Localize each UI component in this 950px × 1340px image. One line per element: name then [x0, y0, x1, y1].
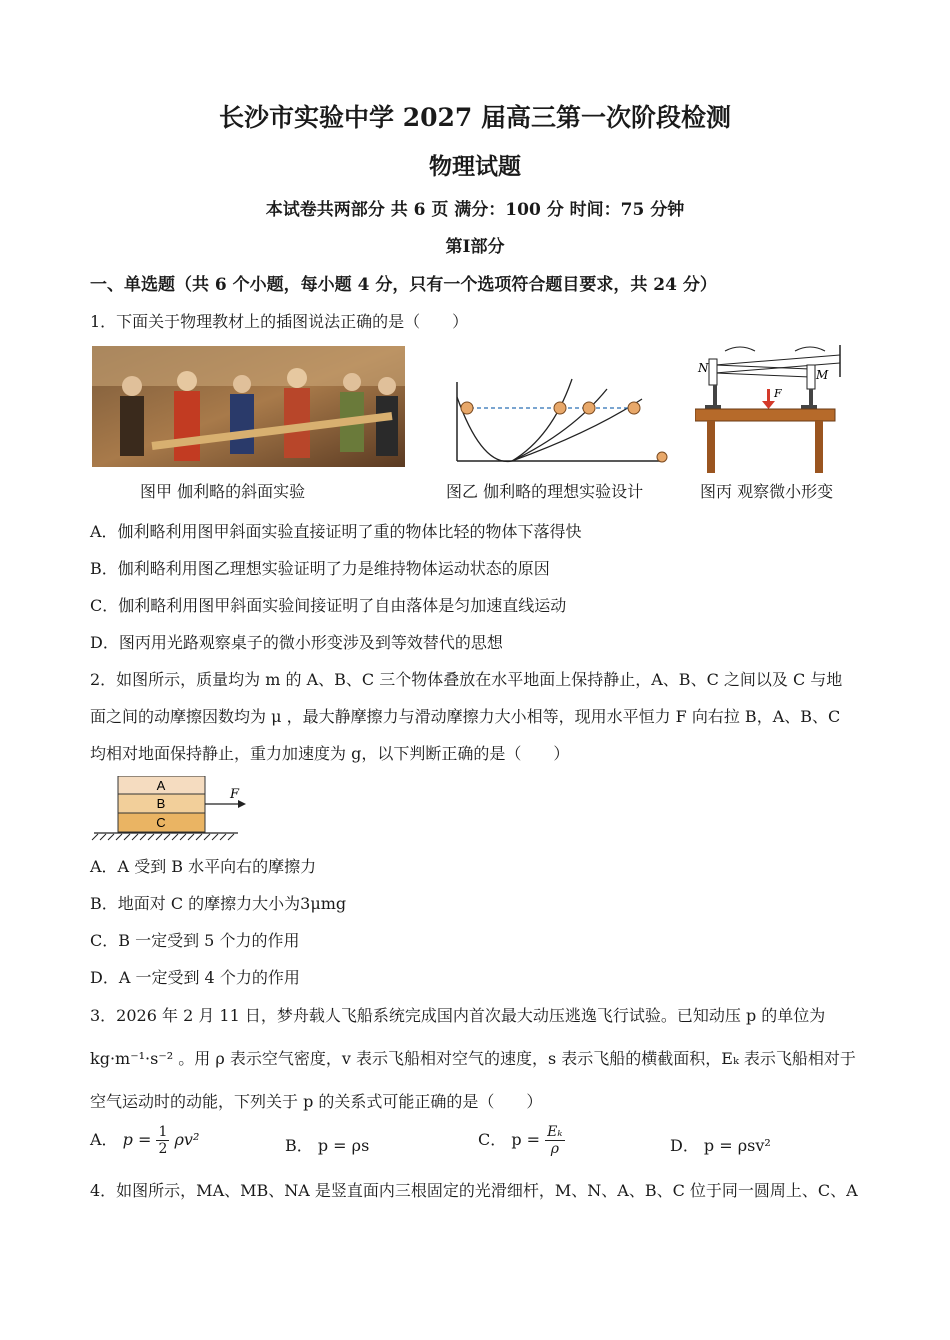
q3-option-a[interactable]: A． p = $\frac{1}{2}$ ρv²	[90, 1124, 200, 1157]
exam-title: 长沙市实验中学 2027 届高三第一次阶段检测	[219, 103, 731, 132]
q1-option-c[interactable]: C．伽利略利用图甲斜面实验间接证明了自由落体是匀加速直线运动	[90, 596, 567, 615]
exam-info: 本试卷共两部分 共 6 页 满分：100 分 时间：75 分钟	[265, 200, 685, 220]
q2-option-b[interactable]: B．地面对 C 的摩擦力大小为3μmg	[90, 894, 347, 913]
q2-stem-line1: 2．如图所示，质量均为 m 的 A、B、C 三个物体叠放在水平地面上保持静止，A、B、C 之间以及 C 与地	[90, 670, 843, 689]
block-c-label: C	[156, 815, 166, 830]
q3-option-d[interactable]: D． p = ρsv²	[670, 1136, 771, 1155]
fraction-half: $\frac{1}{2}$	[158, 1124, 168, 1157]
exam-subtitle: 物理试题	[429, 153, 521, 180]
figure-stacked-blocks	[90, 776, 250, 842]
block-a-label: A	[156, 778, 166, 793]
force-label: F	[230, 787, 240, 802]
caption-figure-c: 图丙 观察微小形变	[700, 482, 834, 501]
q2-option-c[interactable]: C．B 一定受到 5 个力的作用	[90, 931, 300, 950]
q2-option-d[interactable]: D．A 一定受到 4 个力的作用	[90, 968, 300, 987]
q3-option-b[interactable]: B． p = ρs	[285, 1136, 370, 1155]
q1-stem: 1．下面关于物理教材上的插图说法正确的是（ ）	[90, 312, 469, 331]
q3-stem-line3: 空气运动时的动能，下列关于 p 的关系式可能正确的是（ ）	[90, 1092, 543, 1111]
block-b-label: B	[156, 796, 166, 811]
q3-option-c[interactable]: C． p = $\frac{\text{Eₖ}}{\rho}$	[478, 1124, 563, 1157]
q4-stem-line1: 4．如图所示，MA、MB、NA 是竖直面内三根固定的光滑细杆，M、N、A、B、C 位于同一圆周上、C、A	[90, 1181, 858, 1200]
figure-ideal-experiment	[452, 377, 672, 467]
figure-table-mirrors	[695, 345, 855, 475]
q2-option-a[interactable]: A．A 受到 B 水平向右的摩擦力	[90, 857, 317, 876]
caption-figure-b: 图乙 伽利略的理想实验设计	[446, 482, 644, 501]
q1-option-a[interactable]: A．伽利略利用图甲斜面实验直接证明了重的物体比轻的物体下落得快	[90, 522, 582, 541]
part-heading: 第I部分	[445, 237, 505, 257]
label-n: N	[698, 361, 709, 375]
label-f: F	[774, 387, 782, 400]
q2-stem-line3: 均相对地面保持静止，重力加速度为 g，以下判断正确的是（ ）	[90, 744, 570, 763]
q1-option-d[interactable]: D．图丙用光路观察桌子的微小形变涉及到等效替代的思想	[90, 633, 503, 652]
caption-figure-a: 图甲 伽利略的斜面实验	[140, 482, 306, 501]
q2-stem-line2: 面之间的动摩擦因数均为 μ ，最大静摩擦力与滑动摩擦力大小相等，现用水平恒力 F 向右拉 B，A、B、C	[90, 707, 841, 726]
figure-galileo-painting	[92, 346, 405, 467]
q3-stem-line2: kg·m⁻¹·s⁻² 。用 ρ 表示空气密度，v 表示飞船相对空气的速度，s 表示飞船的横截面积，Eₖ 表示飞船相对于	[90, 1049, 856, 1068]
q3-stem-line1: 3．2026 年 2 月 11 日，梦舟载人飞船系统完成国内首次最大动压逃逸飞行试验。已知动压 p 的单位为	[90, 1006, 826, 1025]
section-heading: 一、单选题（共 6 个小题，每小题 4 分，只有一个选项符合题目要求，共 24 分）	[90, 275, 717, 295]
label-m: M	[816, 368, 829, 382]
q1-option-b[interactable]: B．伽利略利用图乙理想实验证明了力是维持物体运动状态的原因	[90, 559, 550, 578]
fraction-ek-rho: $\frac{\text{Eₖ}}{\rho}$	[547, 1124, 563, 1157]
